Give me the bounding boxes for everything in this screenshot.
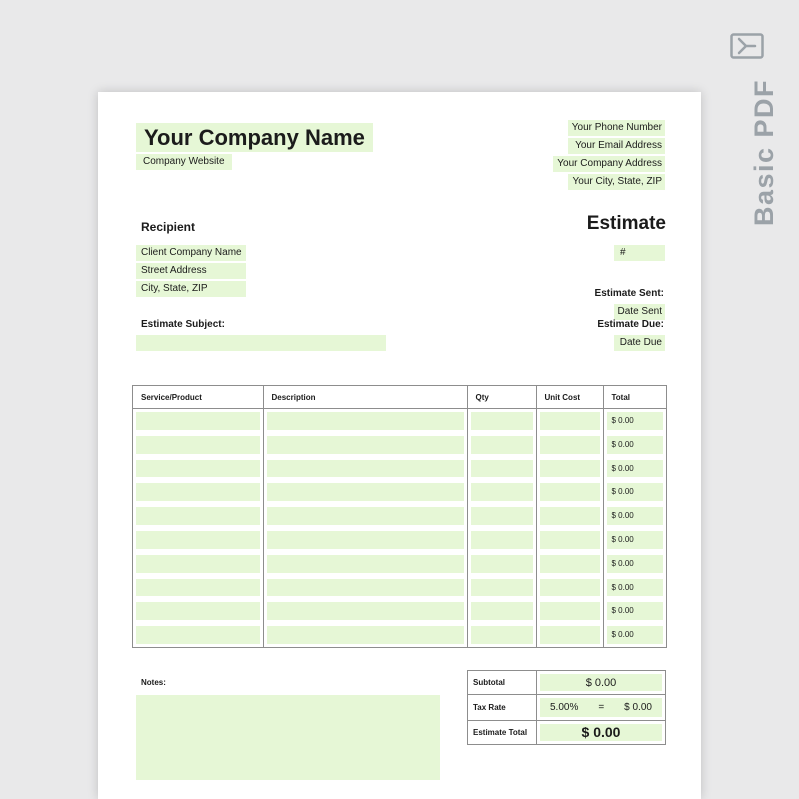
qty-field[interactable]: [471, 483, 533, 501]
service-field[interactable]: [136, 507, 260, 525]
row-total-field[interactable]: $ 0.00: [607, 555, 664, 573]
estimate-title: Estimate: [586, 213, 666, 234]
unit-cost-field[interactable]: [540, 626, 600, 644]
estimate-subject-label: Estimate Subject:: [141, 319, 225, 330]
subtotal-label: Subtotal: [468, 671, 537, 695]
total-cell: [603, 623, 666, 647]
row-total-field[interactable]: $ 0.00: [607, 531, 664, 549]
date-sent-field[interactable]: Date Sent: [614, 304, 665, 320]
client-street-field[interactable]: Street Address: [136, 263, 246, 279]
unit-cost-field[interactable]: [540, 531, 600, 549]
unit-cost-cell: [536, 552, 603, 576]
qty-field[interactable]: [471, 626, 533, 644]
tax-amount[interactable]: $ 0.00: [624, 701, 652, 713]
header-service: Service/Product: [133, 386, 263, 409]
unit-cost-cell: [536, 599, 603, 623]
unit-cost-field[interactable]: [540, 579, 600, 597]
unit-cost-cell: [536, 623, 603, 647]
description-field[interactable]: [267, 436, 464, 454]
client-city-field[interactable]: City, State, ZIP: [136, 281, 246, 297]
qty-field[interactable]: [471, 579, 533, 597]
qty-field[interactable]: [471, 460, 533, 478]
client-company-field[interactable]: Client Company Name: [136, 245, 246, 261]
description-field[interactable]: [267, 507, 464, 525]
header-qty: Qty: [467, 386, 536, 409]
row-total-field[interactable]: $ 0.00: [607, 483, 664, 501]
description-cell: [263, 504, 467, 528]
service-field[interactable]: [136, 436, 260, 454]
table-row: [133, 409, 666, 433]
table-row: [133, 623, 666, 647]
table-row: [133, 599, 666, 623]
total-cell: [603, 552, 666, 576]
description-field[interactable]: [267, 531, 464, 549]
description-field[interactable]: [267, 483, 464, 501]
service-cell: [133, 576, 263, 600]
service-cell: [133, 457, 263, 481]
table-header-row: [133, 386, 666, 409]
unit-cost-field[interactable]: [540, 602, 600, 620]
total-cell: [603, 528, 666, 552]
row-total-field[interactable]: $ 0.00: [607, 507, 664, 525]
table-row: [133, 433, 666, 457]
service-field[interactable]: [136, 579, 260, 597]
tax-rate-value[interactable]: 5.00%: [549, 701, 579, 713]
table-row: [133, 576, 666, 600]
notes-label: Notes:: [141, 678, 166, 687]
header-unit-cost: Unit Cost: [536, 386, 603, 409]
email-field[interactable]: Your Email Address: [568, 138, 665, 154]
pdf-file-icon: [730, 33, 764, 59]
description-field[interactable]: [267, 460, 464, 478]
total-cell: [603, 457, 666, 481]
unit-cost-cell: [536, 480, 603, 504]
description-field[interactable]: [267, 602, 464, 620]
items-table: [132, 385, 667, 648]
description-cell: [263, 623, 467, 647]
unit-cost-field[interactable]: [540, 412, 600, 430]
service-field[interactable]: [136, 483, 260, 501]
tax-rate-label: Tax Rate: [468, 695, 537, 720]
unit-cost-field[interactable]: [540, 507, 600, 525]
qty-cell: [467, 528, 536, 552]
total-cell: [603, 504, 666, 528]
company-name-field[interactable]: Your Company Name: [136, 123, 373, 152]
estimate-number-field[interactable]: #: [614, 245, 665, 261]
description-cell: [263, 480, 467, 504]
service-field[interactable]: [136, 555, 260, 573]
service-field[interactable]: [136, 460, 260, 478]
description-field[interactable]: [267, 579, 464, 597]
total-cell: [603, 576, 666, 600]
total-cell: [603, 480, 666, 504]
service-cell: [133, 409, 263, 433]
date-due-field[interactable]: Date Due: [614, 335, 665, 351]
brand-label: Basic PDF: [749, 78, 779, 226]
qty-field[interactable]: [471, 555, 533, 573]
estimate-sheet: [98, 92, 701, 799]
unit-cost-cell: [536, 504, 603, 528]
description-cell: [263, 599, 467, 623]
service-cell: [133, 623, 263, 647]
row-total-field[interactable]: $ 0.00: [607, 602, 664, 620]
city-state-zip-field[interactable]: Your City, State, ZIP: [568, 174, 665, 190]
unit-cost-field[interactable]: [540, 436, 600, 454]
tax-field[interactable]: [540, 698, 662, 716]
unit-cost-cell: [536, 576, 603, 600]
unit-cost-cell: [536, 528, 603, 552]
description-cell: [263, 528, 467, 552]
tax-row: [468, 695, 665, 720]
table-row: [133, 480, 666, 504]
row-total-field[interactable]: $ 0.00: [607, 460, 664, 478]
qty-cell: [467, 576, 536, 600]
subtotal-field[interactable]: $ 0.00: [540, 674, 662, 691]
qty-field[interactable]: [471, 436, 533, 454]
service-cell: [133, 433, 263, 457]
service-field[interactable]: [136, 602, 260, 620]
qty-cell: [467, 552, 536, 576]
service-cell: [133, 504, 263, 528]
row-total-field[interactable]: $ 0.00: [607, 579, 664, 597]
qty-cell: [467, 480, 536, 504]
service-field[interactable]: [136, 626, 260, 644]
company-address-field[interactable]: Your Company Address: [553, 156, 665, 172]
row-total-field[interactable]: $ 0.00: [607, 626, 664, 644]
estimate-total-field[interactable]: $ 0.00: [540, 724, 662, 741]
qty-cell: [467, 409, 536, 433]
estimate-sent-label: Estimate Sent:: [594, 288, 664, 299]
table-row: [133, 504, 666, 528]
estimate-due-label: Estimate Due:: [597, 319, 664, 330]
total-cell: [603, 409, 666, 433]
service-cell: [133, 552, 263, 576]
summary-table: [467, 670, 666, 745]
unit-cost-field[interactable]: [540, 460, 600, 478]
estimate-subject-field[interactable]: [136, 335, 386, 351]
estimate-total-label: Estimate Total: [468, 720, 537, 744]
description-cell: [263, 433, 467, 457]
description-field[interactable]: [267, 412, 464, 430]
qty-cell: [467, 457, 536, 481]
row-total-field[interactable]: $ 0.00: [607, 412, 664, 430]
recipient-heading: Recipient: [141, 220, 196, 234]
tax-equals: =: [598, 701, 605, 713]
subtotal-row: [468, 671, 665, 695]
qty-field[interactable]: [471, 531, 533, 549]
service-cell: [133, 528, 263, 552]
notes-field[interactable]: [136, 695, 440, 780]
qty-cell: [467, 599, 536, 623]
description-cell: [263, 457, 467, 481]
unit-cost-cell: [536, 457, 603, 481]
description-cell: [263, 409, 467, 433]
company-website-field[interactable]: Company Website: [136, 154, 232, 170]
qty-field[interactable]: [471, 507, 533, 525]
description-field[interactable]: [267, 555, 464, 573]
total-cell: [603, 599, 666, 623]
description-cell: [263, 552, 467, 576]
unit-cost-cell: [536, 409, 603, 433]
service-cell: [133, 480, 263, 504]
service-field[interactable]: [136, 531, 260, 549]
unit-cost-field[interactable]: [540, 483, 600, 501]
header-description: Description: [263, 386, 467, 409]
table-row: [133, 457, 666, 481]
description-cell: [263, 576, 467, 600]
qty-cell: [467, 504, 536, 528]
service-cell: [133, 599, 263, 623]
phone-field[interactable]: Your Phone Number: [568, 120, 665, 136]
service-field[interactable]: [136, 412, 260, 430]
qty-cell: [467, 433, 536, 457]
row-total-field[interactable]: $ 0.00: [607, 436, 664, 454]
description-field[interactable]: [267, 626, 464, 644]
table-row: [133, 528, 666, 552]
table-row: [133, 552, 666, 576]
total-row: [468, 720, 665, 744]
unit-cost-cell: [536, 433, 603, 457]
qty-field[interactable]: [471, 412, 533, 430]
qty-cell: [467, 623, 536, 647]
total-cell: [603, 433, 666, 457]
header-total: Total: [603, 386, 666, 409]
unit-cost-field[interactable]: [540, 555, 600, 573]
qty-field[interactable]: [471, 602, 533, 620]
